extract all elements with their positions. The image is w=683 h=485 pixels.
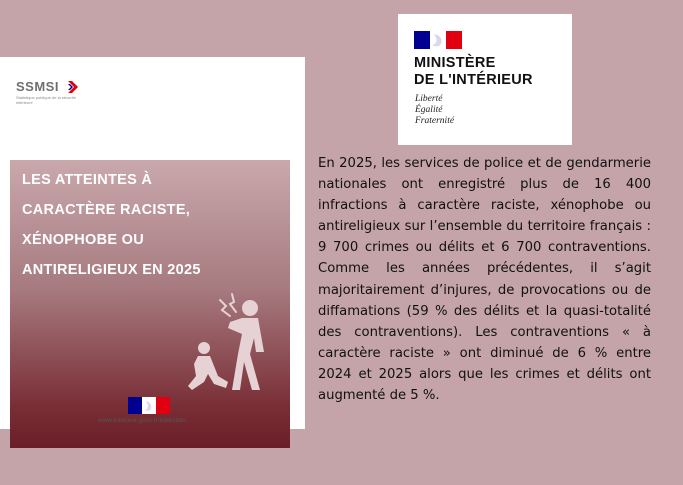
marianne-flag-icon: [414, 31, 462, 49]
motto-liberte: Liberté: [415, 94, 443, 104]
ssmsi-subtitle: Statistique publique de la sécurité intérieure: [16, 95, 76, 105]
ministere-interieur-logo: [398, 14, 572, 145]
cover-title-line: ANTIRELIGIEUX EN 2025: [22, 262, 201, 278]
cover-title-line: LES ATTEINTES À: [22, 172, 153, 188]
report-cover: [0, 57, 305, 429]
republic-motto: [415, 94, 454, 127]
summary-paragraph: En 2025, les services de police et de gendarmerie nationales ont enregistré plus de 16 400 infractions à caractère raciste, xénophobe ou antireligieux sur l’ensemble du territoire français : 9 700 crimes ou délits et 6 700 contraventions. Comme les années précédentes, il s’agit majoritairement d’injures, de provocations ou de diffamations (59 % des délits et la quasi-totalité des contraventions). Les contraventions « à caractère raciste » ont diminué de 6 % entre 2024 et 2025 alors que les crimes et délits ont augmenté de 5 %.: [318, 156, 651, 404]
cover-title-line: CARACTÈRE RACISTE,: [22, 202, 191, 218]
cover-title-line: XÉNOPHOBE OU: [22, 232, 145, 248]
cover-url: www.interieur.gouv.fr/interstats: [98, 417, 187, 424]
cover-title: [22, 165, 282, 285]
motto-egalite: Égalité: [415, 105, 443, 115]
ssmsi-logo-text: SSMSI: [16, 79, 59, 94]
logo-title-line1: MINISTÈRE: [414, 55, 496, 71]
motto-fraternite: Fraternité: [415, 116, 455, 126]
ssmsi-mark-icon: [68, 81, 78, 93]
aggression-illustration-icon: [182, 290, 282, 392]
logo-title: [414, 55, 533, 89]
republique-francaise-flag-icon: [128, 397, 170, 414]
logo-title-line2: DE L'INTÉRIEUR: [414, 72, 533, 88]
